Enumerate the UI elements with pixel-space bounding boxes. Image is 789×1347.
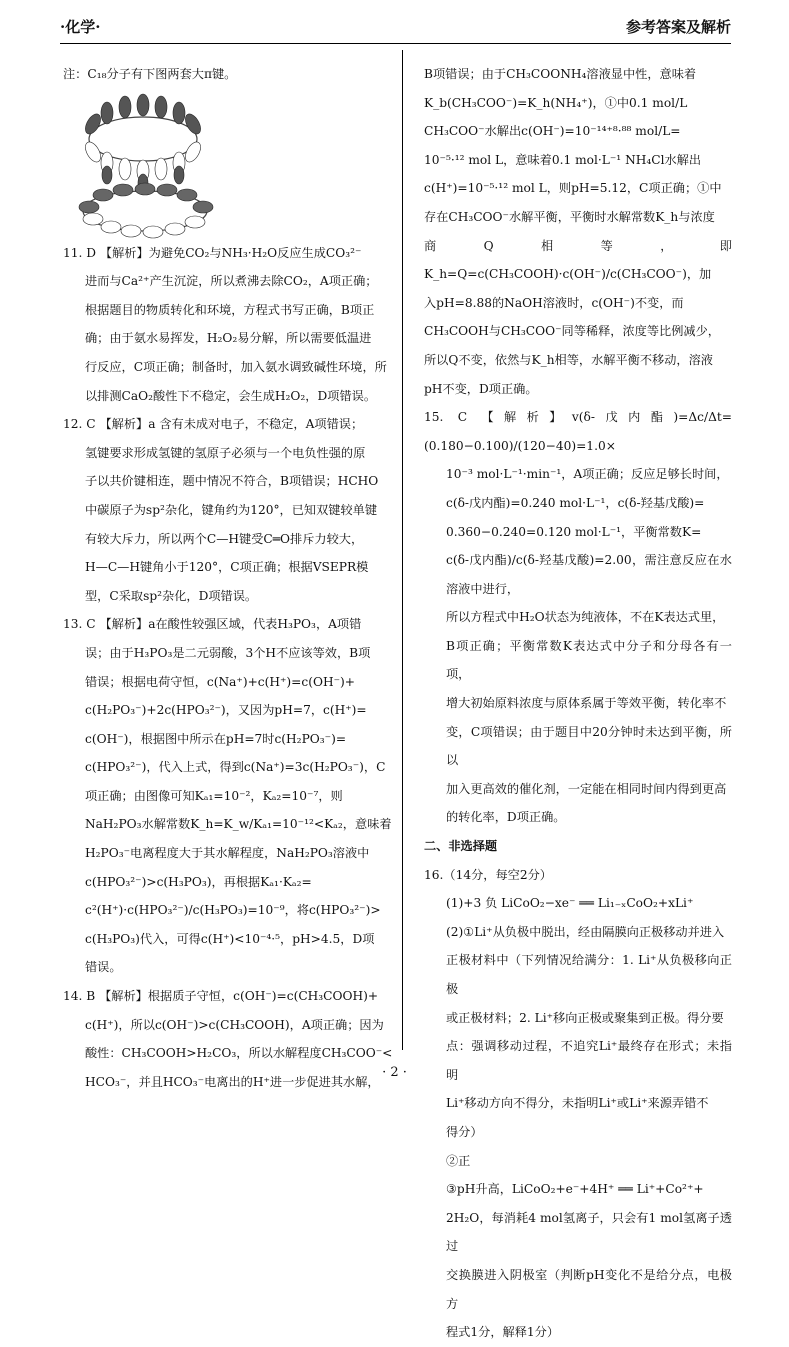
page-number: · 2 · [382, 1065, 407, 1080]
section-title-nonchoice: 二、非选择题 [424, 839, 498, 854]
q14-cont-line-3: CH₃COO⁻水解出c(OH⁻)=10⁻¹⁴⁺⁸·⁸⁸ mol/L= [424, 124, 681, 139]
q12-line-3: 子以共价键相连，题中情况不符合，B项错误；HCHO [85, 474, 379, 489]
upper-ring [82, 94, 203, 192]
q16-part1: (1)+3 负 LiCoO₂−xe⁻ ══ Li₁₋ₓCoO₂+xLi⁺ [446, 896, 694, 911]
q14-cont-line-2: K_b(CH₃COO⁻)=K_h(NH₄⁺)，①中0.1 mol/L [424, 95, 688, 110]
q14-cont-line-6: 存在CH₃COO⁻水解平衡，平衡时水解常数K_h与浓度 [424, 209, 715, 224]
q11-line-5: 行反应，C项正确；制备时，加入氨水调致碱性环境，所 [85, 359, 387, 374]
q16-part2-line-6: 得分） [446, 1124, 483, 1139]
q15-line-10: 加入更高效的催化剂，一定能在相同时间内得到更高 [446, 781, 727, 796]
q15-line-2: 10⁻³ mol·L⁻¹·min⁻¹，A项正确；反应足够长时间， [446, 467, 729, 482]
q15-line-8: 增大初始原料浓度与原体系属于等效平衡，转化率不 [446, 696, 727, 711]
q13-line-1: 13. C 【解析】a在酸性较强区域，代表H₃PO₃，A项错 [63, 617, 362, 632]
q14-line-1: 14. B 【解析】根据质子守恒，c(OH⁻)=c(CH₃COOH)+ [63, 989, 379, 1004]
q15-line-6: 所以方程式中H₂O状态为纯液体，不在K表达式里， [446, 610, 725, 625]
q11-line-1: 11. D 【解析】为避免CO₂与NH₃·H₂O反应生成CO₃²⁻ [63, 245, 362, 260]
left-column [63, 60, 393, 1096]
q15-line-11: 的转化率，D项正确。 [446, 810, 566, 825]
q12-line-6: H—C—H键角小于120°，C项正确；根据VSEPR模 [85, 560, 369, 575]
q14-cont-line-4: 10⁻⁵·¹² mol L，意味着0.1 mol·L⁻¹ NH₄Cl水解出 [424, 152, 702, 167]
q13-line-6: c(HPO₃²⁻)，代入上式，得到c(Na⁺)=3c(H₂PO₃⁻)，C [85, 760, 386, 775]
note-line: 注：C₁₈分子有下图两套大π键。 [63, 67, 237, 81]
q13-line-9: H₂PO₃⁻电离程度大于其水解程度，NaH₂PO₃溶液中 [85, 846, 370, 861]
q15-line-4: 0.360−0.240=0.120 mol·L⁻¹，平衡常数K= [446, 524, 702, 539]
q16-part2-answer-3-line-4: 程式1分，解释1分） [446, 1325, 560, 1340]
q12-line-7: 型，C采取sp²杂化，D项错误。 [85, 588, 258, 603]
q16-part2-answer-3-line-2: 2H₂O，每消耗4 mol氢离子，只会有1 mol氢离子透过 [446, 1210, 732, 1254]
c18-orbital-rings-diagram [63, 89, 393, 239]
q16-part2-line-4: 点：强调移动过程，不追究Li⁺最终存在形式；未指明 [446, 1039, 732, 1082]
q12-line-5: 有较大斥力，所以两个C—H键受C═O排斥力较大， [85, 531, 364, 546]
q16-part2-line-3: 或正极材料；2. Li⁺移向正极或聚集到正极。得分要 [446, 1010, 724, 1025]
q16-part2-answer-3-line-3: 交换膜进入阴极室（判断pH变化不是给分点，电极方 [446, 1267, 732, 1311]
q14-cont-line-7: 商Q相等，即K_h=Q=c(CH₃COOH)·c(OH⁻)/c(CH₃COO⁻)，加 [424, 238, 732, 282]
q16-part2-line-2: 正极材料中（下列情况给满分：1. Li⁺从负极移向正极 [446, 953, 732, 996]
q15-line-1: 15. C 【解析】v(δ-戊内酯)=Δc/Δt=(0.180−0.100)/(120−40)=1.0× [424, 410, 732, 453]
q16-header: 16.（14分，每空2分） [424, 867, 552, 882]
right-column [424, 60, 732, 1347]
q11-line-2: 进而与Ca²⁺产生沉淀，所以煮沸去除CO₂，A项正确； [85, 274, 378, 289]
q14-cont-line-9: CH₃COOH与CH₃COO⁻同等稀释，浓度等比例减少， [424, 324, 720, 339]
q13-line-13: 错误。 [85, 960, 122, 975]
header-subject: ·化学· [60, 18, 101, 36]
q13-line-8: NaH₂PO₃水解常数K_h=K_w/Kₐ₁=10⁻¹²<Kₐ₂，意味着 [85, 817, 392, 832]
q14-line-3: 酸性：CH₃COOH>H₂CO₃，所以水解程度CH₃COO⁻< [85, 1046, 393, 1061]
q13-line-5: c(OH⁻)，根据图中所示在pH=7时c(H₂PO₃⁻)= [85, 731, 347, 746]
q16-part2-answer-2: ②正 [446, 1153, 471, 1168]
c18-pi-bond-figure [63, 89, 393, 239]
column-divider [402, 50, 403, 1050]
q14-cont-line-5: c(H⁺)=10⁻⁵·¹² mol L，则pH=5.12，C项正确；①中 [424, 181, 722, 196]
header-rule [60, 43, 731, 44]
q13-line-11: c²(H⁺)·c(HPO₃²⁻)/c(H₃PO₃)=10⁻⁹，将c(HPO₃²⁻)> [85, 903, 381, 918]
q13-line-2: 误；由于H₃PO₃是二元弱酸，3个H不应该等效，B项 [85, 645, 371, 660]
q15-line-3: c(δ-戊内酯)=0.240 mol·L⁻¹，c(δ-羟基戊酸)= [446, 495, 705, 510]
header-title: 参考答案及解析 [625, 18, 731, 36]
q13-line-4: c(H₂PO₃⁻)+2c(HPO₃²⁻)，又因为pH=7，c(H⁺)= [85, 703, 367, 718]
lower-ring [79, 183, 213, 238]
q16-part2-line-5: Li⁺移动方向不得分，未指明Li⁺或Li⁺来源弄错不 [446, 1096, 709, 1111]
q11-line-6: 以排测CaO₂酸性下不稳定，会生成H₂O₂，D项错误。 [85, 388, 377, 403]
q14-cont-line-1: B项错误；由于CH₃COONH₄溶液显中性，意味着 [424, 67, 697, 81]
q14-cont-line-10: 所以Q不变，依然与K_h相等，水解平衡不移动，溶液 [424, 352, 713, 367]
q13-line-12: c(H₃PO₃)代入，可得c(H⁺)<10⁻⁴·⁵，pH>4.5，D项 [85, 931, 375, 946]
q11-line-4: 确；由于氨水易挥发，H₂O₂易分解，所以需要低温进 [85, 331, 372, 346]
q14-line-2: c(H⁺)，所以c(OH⁻)>c(CH₃COOH)，A项正确；因为 [85, 1017, 384, 1032]
q15-line-9: 变，C项错误；由于题目中20分钟时未达到平衡，所以 [446, 724, 732, 768]
q14-cont-line-8: 入pH=8.88的NaOH溶液时，c(OH⁻)不变，而 [424, 295, 684, 310]
q11-line-3: 根据题目的物质转化和环境，方程式书写正确，B项正 [85, 302, 375, 317]
q13-line-7: 项正确；由图像可知Kₐ₁=10⁻²，Kₐ₂=10⁻⁷，则 [85, 788, 343, 803]
q16-part2-answer-3-line-1: ③pH升高，LiCoO₂+e⁻+4H⁺ ══ Li⁺+Co²⁺+ [446, 1182, 704, 1197]
q12-line-2: 氢键要求形成氢键的氢原子必须与一个电负性强的原 [85, 445, 366, 460]
q15-line-5: c(δ-戊内酯)/c(δ-羟基戊酸)=2.00，需注意反应在水溶液中进行， [446, 553, 732, 596]
q14-cont-line-11: pH不变，D项正确。 [424, 381, 538, 396]
q13-line-10: c(HPO₃²⁻)>c(H₃PO₃)，再根据Kₐ₁·Kₐ₂= [85, 874, 312, 889]
q12-line-1: 12. C 【解析】a 含有未成对电子，不稳定，A项错误； [63, 417, 364, 432]
q12-line-4: 中碳原子为sp²杂化，键角约为120°，已知双键较单键 [85, 502, 378, 517]
q16-part2-line-1: (2)①Li⁺从负极中脱出，经由隔膜向正极移动并进入 [446, 924, 725, 939]
q14-line-4: HCO₃⁻，并且HCO₃⁻电离出的H⁺进一步促进其水解， [85, 1074, 380, 1089]
q15-line-7: B项正确；平衡常数K表达式中分子和分母各有一项， [446, 638, 732, 682]
q13-line-3: 错误；根据电荷守恒，c(Na⁺)+c(H⁺)=c(OH⁻)+ [85, 674, 355, 689]
